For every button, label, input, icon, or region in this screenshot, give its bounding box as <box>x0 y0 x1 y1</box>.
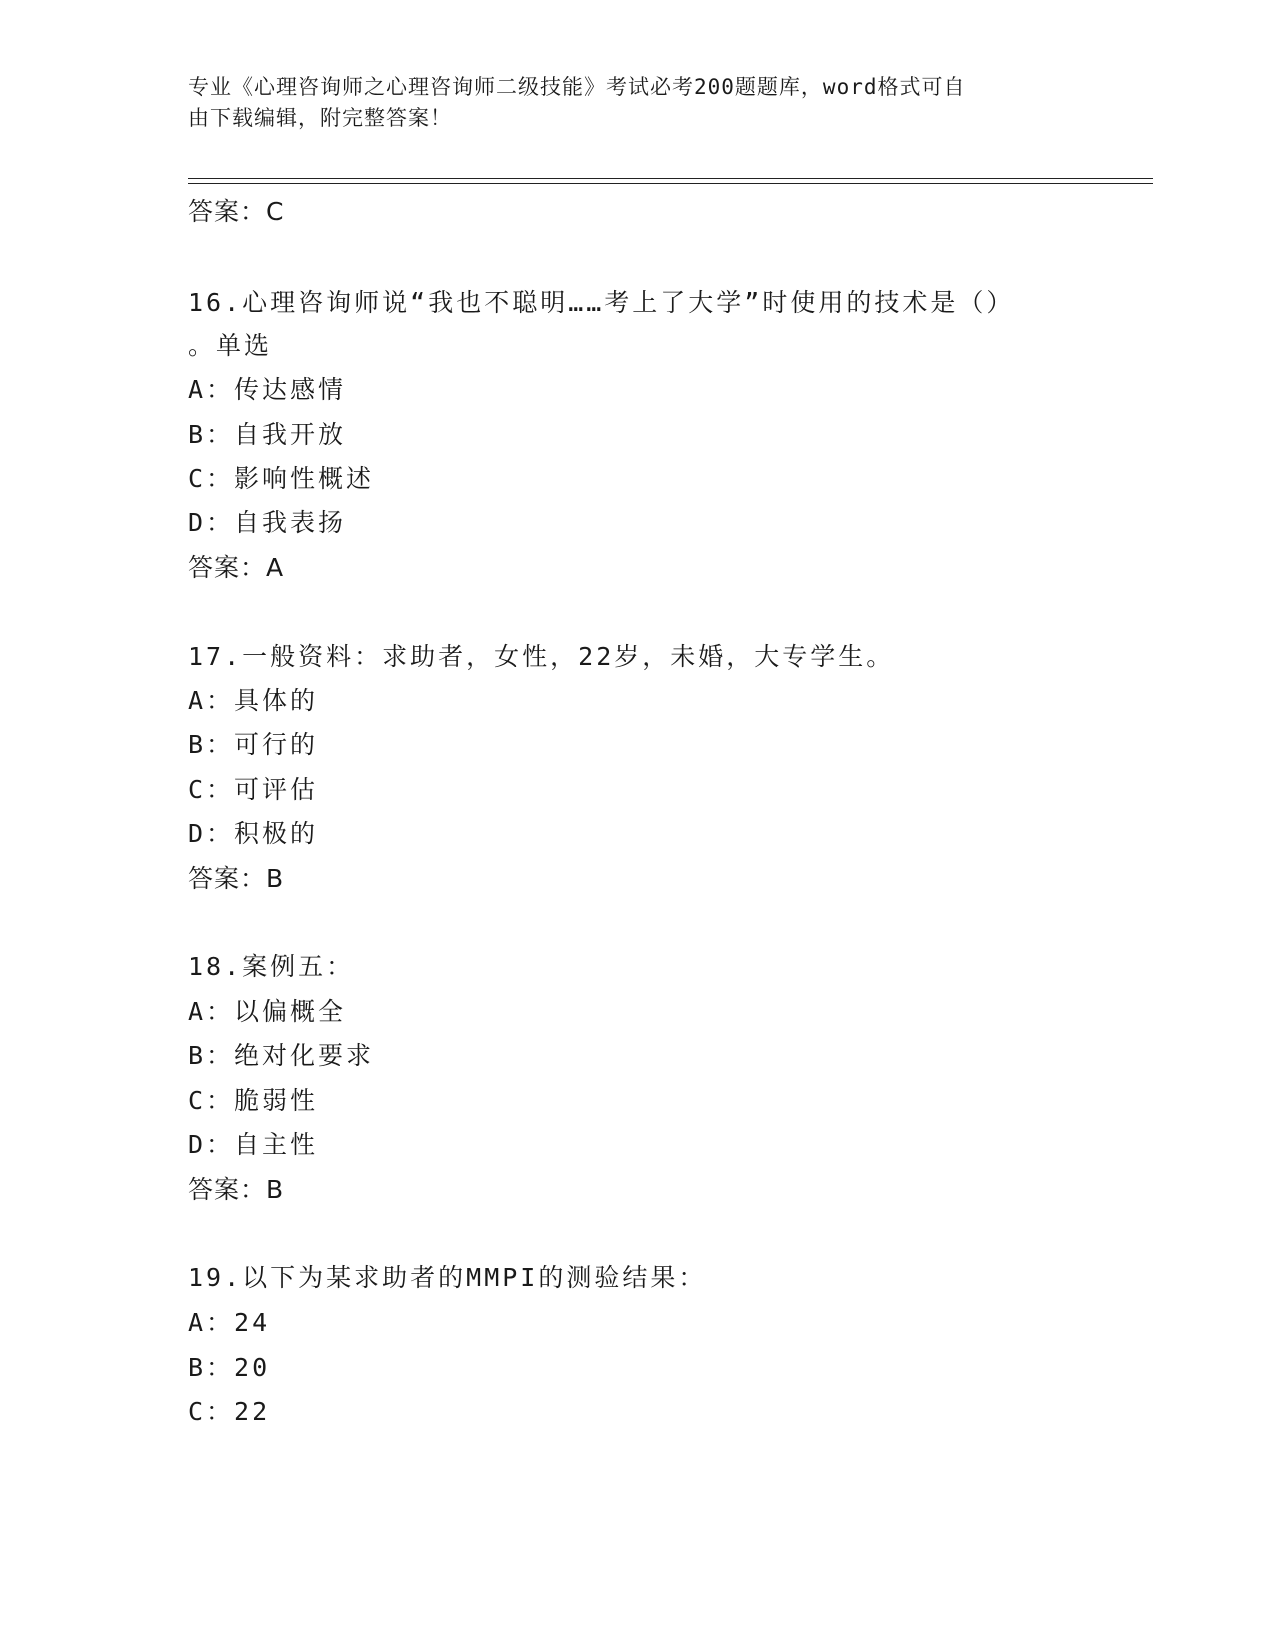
answer-line: 答案：B <box>188 864 285 893</box>
question-stem: 19.以下为某求助者的MMPI的测验结果： <box>188 1263 707 1292</box>
option-c: C：可评估 <box>188 775 319 804</box>
option-a: A：传达感情 <box>188 375 347 404</box>
question-stem: 17.一般资料：求助者，女性，22岁，未婚，大专学生。 <box>188 642 895 671</box>
option-a: A：以偏概全 <box>188 997 347 1026</box>
option-b: B：可行的 <box>188 730 319 759</box>
question-stem: 16.心理咨询师说“我也不聪明……考上了大学”时使用的技术是（） <box>188 288 1015 317</box>
document-header <box>188 72 1068 134</box>
option-d: D：自主性 <box>188 1130 319 1159</box>
option-c: C：脆弱性 <box>188 1086 319 1115</box>
answer-line: 答案：A <box>188 553 285 582</box>
option-b: B：绝对化要求 <box>188 1041 375 1070</box>
option-a: A：具体的 <box>188 686 319 715</box>
option-c: C：影响性概述 <box>188 464 375 493</box>
answer-line: 答案：B <box>188 1175 285 1204</box>
option-a: A：24 <box>188 1308 271 1337</box>
option-b: B：20 <box>188 1353 271 1382</box>
option-d: D：自我表扬 <box>188 508 347 537</box>
header-divider-bottom <box>188 183 1153 184</box>
header-line-2: 由下载编辑，附完整答案！ <box>188 106 452 130</box>
option-d: D：积极的 <box>188 819 319 848</box>
option-b: B：自我开放 <box>188 420 347 449</box>
header-divider-top <box>188 178 1153 179</box>
answer-line: 答案：C <box>188 197 285 226</box>
question-stem-cont: 。单选 <box>188 331 273 360</box>
option-c: C：22 <box>188 1397 271 1426</box>
question-stem: 18.案例五： <box>188 952 355 981</box>
header-line-1: 专业《心理咨询师之心理咨询师二级技能》考试必考200题题库，word格式可自 <box>188 75 966 99</box>
